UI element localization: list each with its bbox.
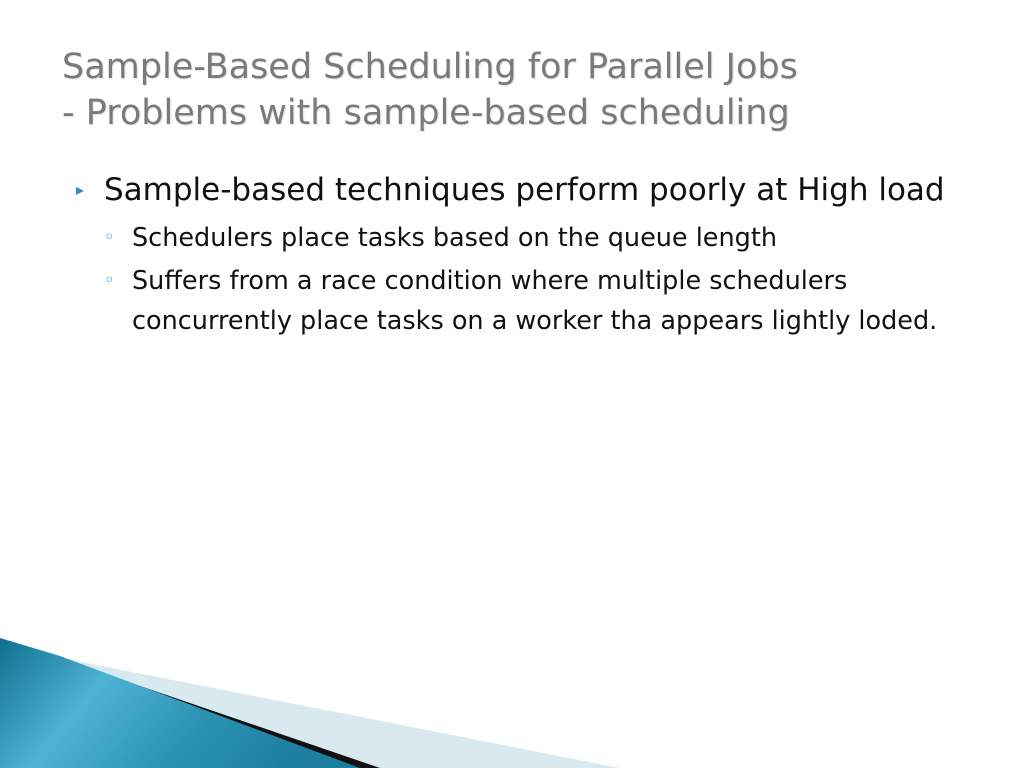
title-line-1: Sample-Based Scheduling for Parallel Jobs	[62, 47, 798, 87]
open-circle-icon: ◦	[104, 270, 115, 291]
triangle-right-icon: ▸	[76, 180, 85, 199]
slide-body	[74, 168, 974, 344]
sub-bullet-list	[74, 218, 974, 341]
decorative-wave-graphic	[0, 638, 1024, 768]
bullet-item	[74, 168, 974, 212]
slide-title	[62, 44, 992, 136]
bullet-text: Sample-based techniques perform poorly at High load	[104, 172, 945, 208]
sub-bullet-text: Suffers from a race condition where multiple schedulers concurrently place tasks on a worker tha appears lightly loded.	[132, 266, 938, 336]
wave-blue-band	[0, 638, 360, 768]
sub-bullet-text: Schedulers place tasks based on the queue length	[132, 223, 778, 253]
open-circle-icon: ◦	[104, 227, 115, 248]
title-line-2: - Problems with sample-based scheduling	[62, 93, 790, 133]
sub-bullet-item	[104, 218, 974, 258]
sub-bullet-item	[104, 261, 974, 341]
